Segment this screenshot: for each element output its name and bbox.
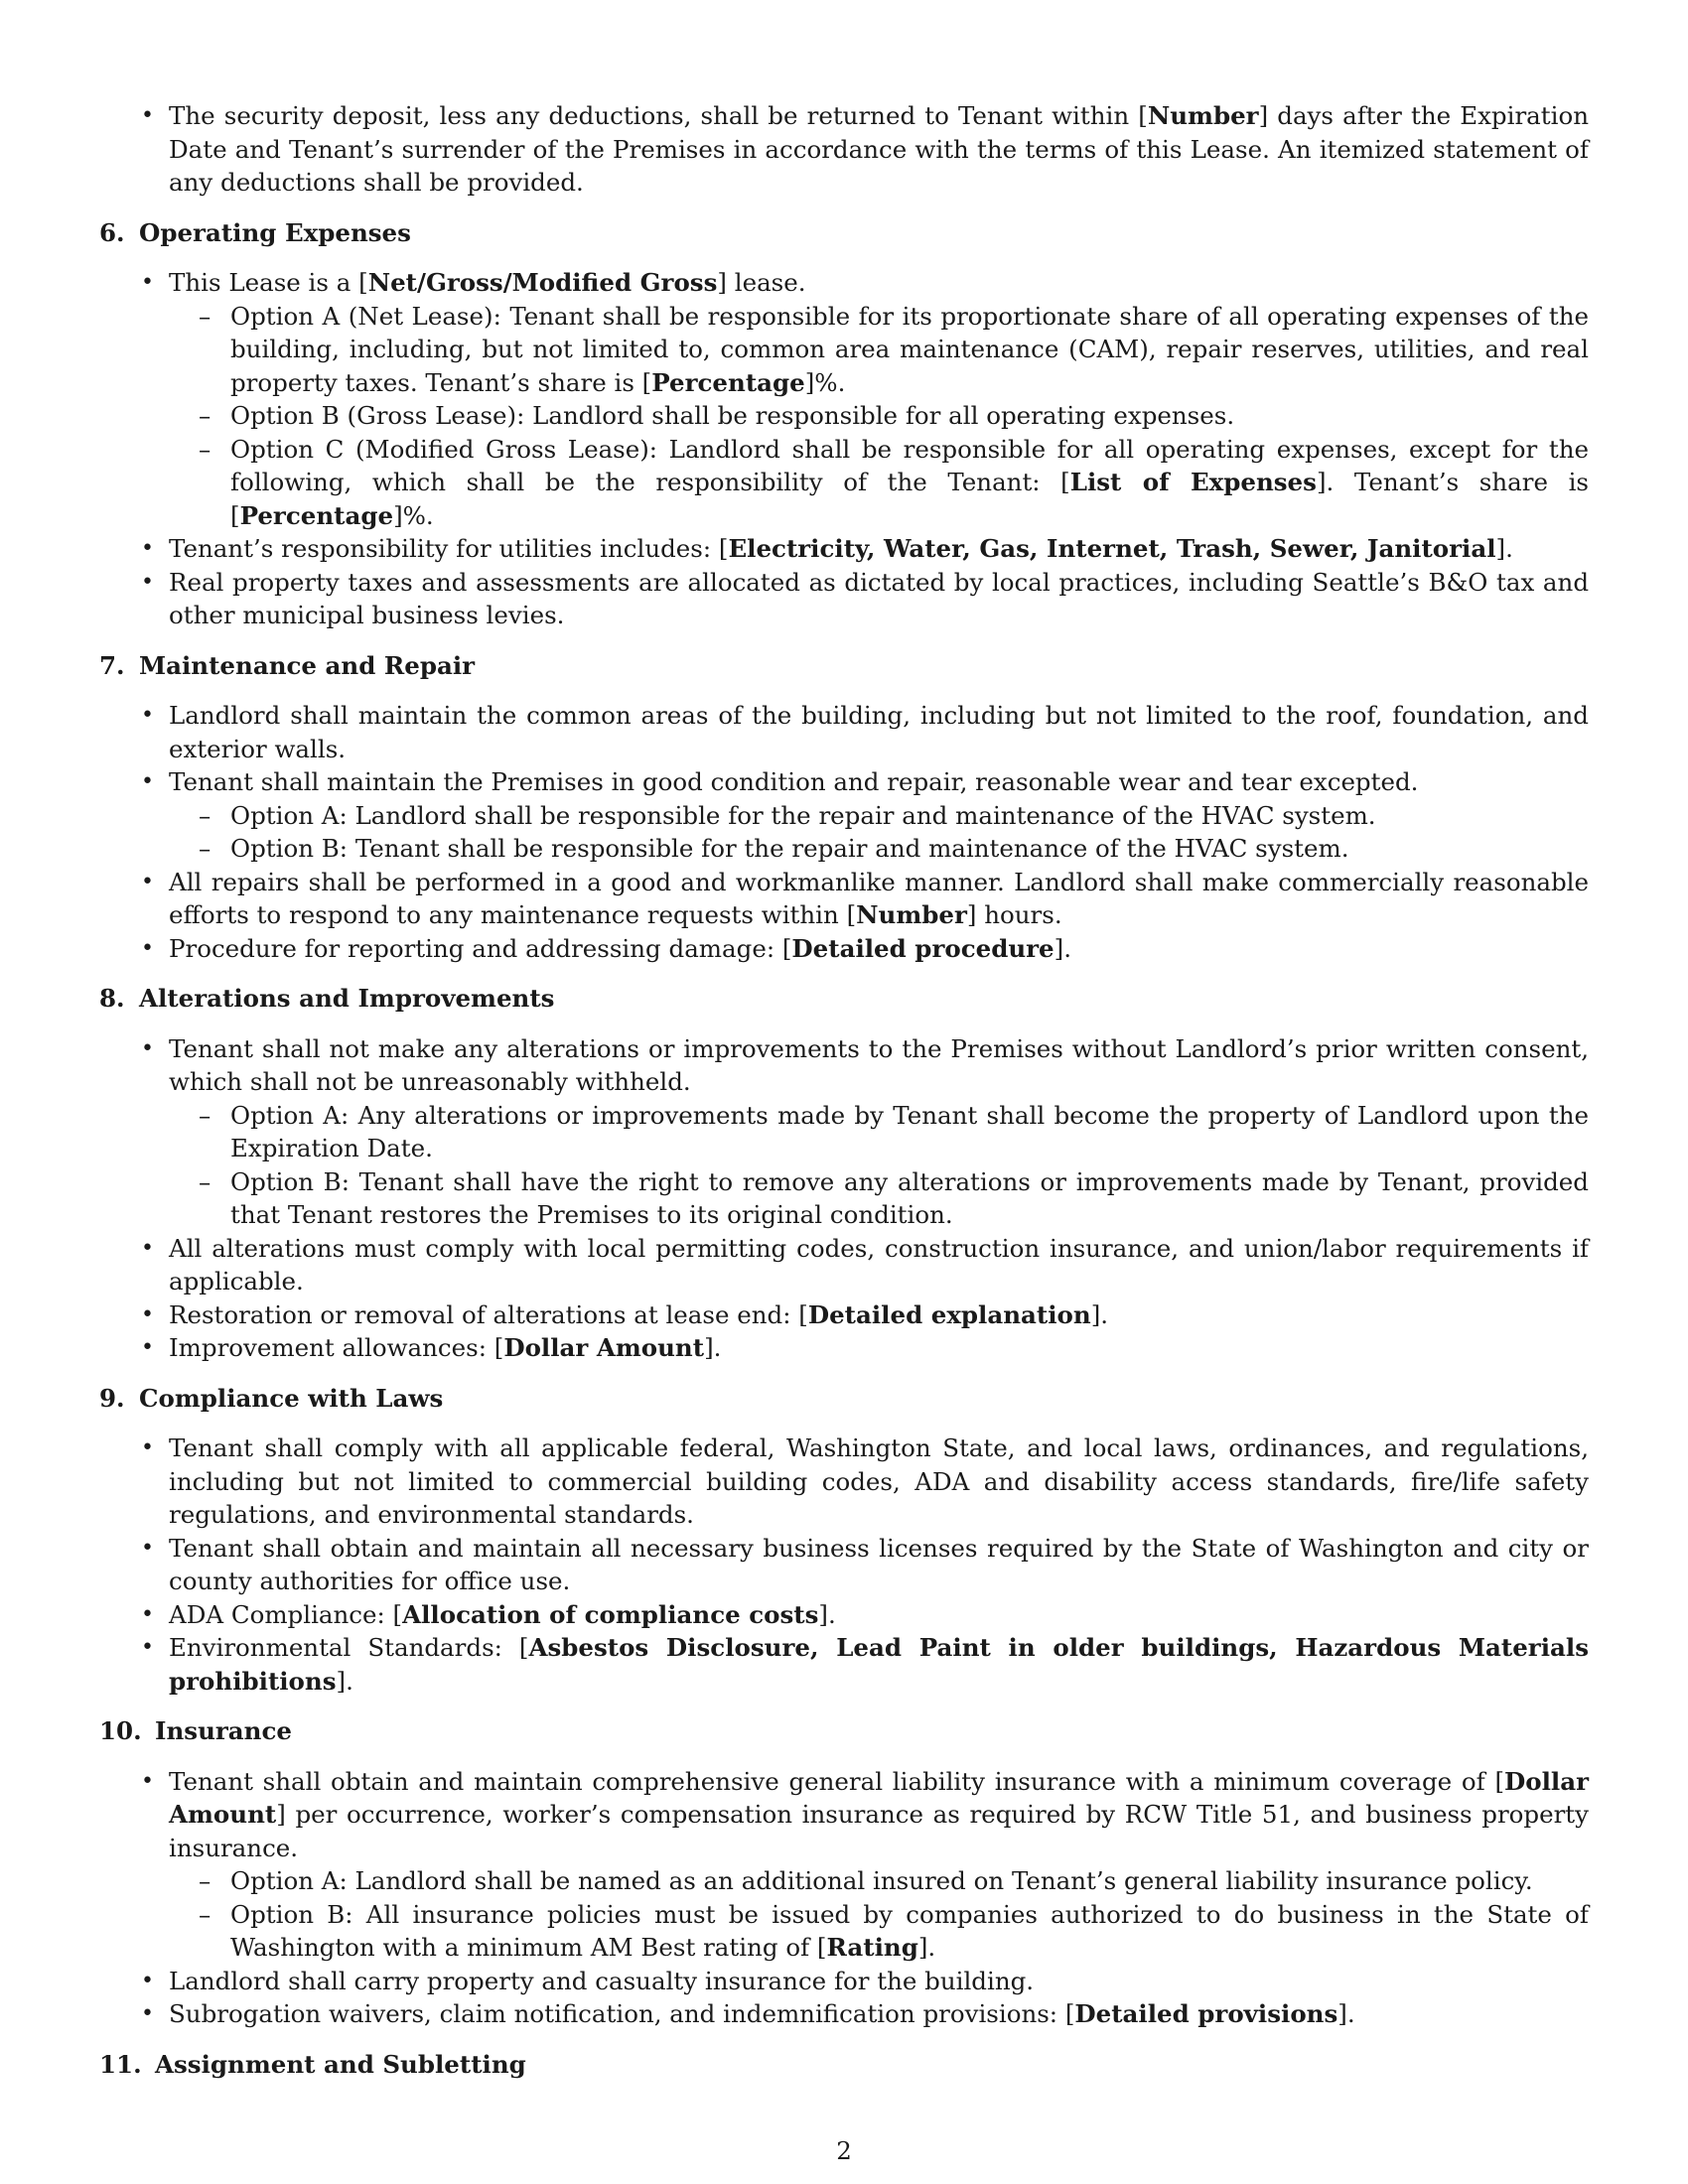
list-item: • Landlord shall maintain the common areas of the building, including but not limited to the roof, foundation, and exterior walls. — [141, 701, 1589, 763]
option-list — [169, 1864, 1589, 1965]
list-item: • Tenant shall maintain the Premises in good condition and repair, reasonable wear and tear excepted. – Option A: Landlord shall be responsible for the repair and maintenance of the HVAC system. – Option B: Tenant shall be responsible for the repair and maintenance of the HVAC system. — [99, 765, 1589, 866]
dash-mark: – — [199, 1899, 211, 1929]
list-item: • Tenant shall not make any alterations or improvements to the Premises without Landlord’s prior written consent, which shall not be unreasonably withheld. – Option A: Any alterations or improvements made by Tenant shall become the property of Landlord upon the Expiration Date. – Option B: Tenant shall have the right to remove any alterations or improvements made by Tenant, provided that Tenant restores the Premises to its original condition. — [99, 1032, 1589, 1232]
section-heading: 9. Compliance with Laws — [99, 1383, 444, 1413]
bullet-mark: • — [141, 1335, 154, 1360]
dash-mark: – — [199, 434, 211, 464]
list-item: • This Lease is a [Net/Gross/Modified Gross] lease. – Option A (Net Lease): Tenant shall be responsible for its proportionate share of all operating expenses of the building, including, but not limited to, common area maintenance (CAM), repair reserves, utilities, and real property taxes. Tenant’s share is [Percentage]%. – Option B (Gross Lease): Landlord shall be responsible for all operating expenses. – Option C (Modified Gross Lease): Landlord shall be responsible for all operating expenses, except for the following, which shall be the responsibility of the Tenant: [List of Expenses]. Tenant’s share is [Percentage]%. — [99, 266, 1589, 532]
dash-mark: – — [199, 301, 211, 331]
list-item: • All alterations must comply with local permitting codes, construction insurance, and union/labor requirements if applicable. — [141, 1233, 1589, 1296]
document-page — [99, 99, 1589, 2098]
bullet-mark: • — [141, 1235, 154, 1261]
bullet-list — [99, 1432, 1589, 1698]
bullet-mark: • — [141, 536, 154, 561]
section-maintenance-repair — [99, 649, 1589, 966]
bullet-mark: • — [141, 1301, 154, 1327]
bullet-mark: • — [141, 2001, 154, 2026]
option-item: – Option A: Any alterations or improvements made by Tenant shall become the property of Landlord upon the Expiration Date. — [199, 1100, 1589, 1162]
option-item: – Option B: Tenant shall have the right to remove any alterations or improvements made by Tenant, provided that Tenant restores the Premises to its original condition. — [199, 1166, 1589, 1229]
section-heading: 10. Insurance — [99, 1716, 292, 1745]
list-item: • All repairs shall be performed in a good and workmanlike manner. Landlord shall make commercially reasonable efforts to respond to any maintenance requests within [Number] hours. — [141, 867, 1589, 929]
bullet-mark: • — [141, 1968, 154, 1993]
bullet-mark: • — [141, 935, 154, 961]
bullet-mark: • — [141, 1535, 154, 1561]
option-list — [169, 799, 1589, 866]
bullet-mark: • — [141, 869, 154, 894]
bullet-mark: • — [141, 270, 154, 295]
list-item: • Tenant shall comply with all applicable federal, Washington State, and local laws, ordinances, and regulations, including but not limited to commercial building codes, ADA and disability access standards, fire/life safety regulations, and environmental standards. — [141, 1433, 1589, 1529]
dash-mark: – — [199, 1866, 211, 1895]
bullet-mark: • — [141, 1768, 154, 1794]
bullet-mark: • — [141, 1435, 154, 1460]
list-item: • Procedure for reporting and addressing damage: [Detailed procedure]. — [99, 932, 1589, 966]
bullet-mark: • — [141, 103, 154, 128]
option-list — [169, 300, 1589, 533]
option-item: – Option B: All insurance policies must be issued by companies authorized to do business in the State of Washington with a minimum AM Best rating of [Rating]. — [199, 1899, 1589, 1962]
section-operating-expenses — [99, 216, 1589, 632]
dash-mark: – — [199, 1166, 211, 1196]
section-alterations-improvements — [99, 982, 1589, 1365]
bullet-mark: • — [141, 769, 154, 794]
section-heading: 7. Maintenance and Repair — [99, 650, 476, 680]
dash-mark: – — [199, 1100, 211, 1130]
option-item: – Option B: Tenant shall be responsible for the repair and maintenance of the HVAC system. — [169, 832, 1589, 866]
bullet-mark: • — [141, 569, 154, 595]
bullet-list — [99, 266, 1589, 632]
list-item: • Improvement allowances: [Dollar Amount]. — [99, 1331, 1589, 1365]
list-item: • Environmental Standards: [Asbestos Disclosure, Lead Paint in older buildings, Hazardous Materials prohibitions]. — [141, 1633, 1589, 1696]
list-item: • Tenant shall obtain and maintain comprehensive general liability insurance with a minimum coverage of [Dollar Amount] per occurrence, worker’s compensation insurance as required by RCW Title 51, and business property insurance. – Option A: Landlord shall be named as an additional insured on Tenant’s general liability insurance policy. – Option B: All insurance policies must be issued by companies authorized to do business in the State of Washington with a minimum AM Best rating of [Rating]. — [99, 1765, 1589, 1965]
list-item: • Real property taxes and assessments are allocated as dictated by local practices, including Seattle’s B&O tax and other municipal business levies. — [141, 567, 1589, 629]
bullet-list — [99, 1032, 1589, 1365]
bullet-mark: • — [141, 1635, 154, 1660]
dash-mark: – — [199, 401, 211, 430]
option-item: – Option A (Net Lease): Tenant shall be responsible for its proportionate share of all operating expenses of the building, including, but not limited to, common area maintenance (CAM), repair reserves, utilities, and real property taxes. Tenant’s share is [Percentage]%. — [199, 301, 1589, 397]
option-item: – Option A: Landlord shall be responsible for the repair and maintenance of the HVAC system. — [169, 799, 1589, 833]
page-number: 2 — [836, 2136, 852, 2165]
bullet-mark: • — [141, 1035, 154, 1061]
dash-mark: – — [199, 834, 211, 863]
section-assignment-subletting — [99, 2048, 1589, 2082]
section-heading: 6. Operating Expenses — [99, 217, 411, 247]
section-heading: 8. Alterations and Improvements — [99, 984, 555, 1013]
bullet-list — [99, 1765, 1589, 2031]
bullet-mark: • — [141, 1601, 154, 1627]
bullet-list — [99, 699, 1589, 965]
section-insurance — [99, 1714, 1589, 2031]
list-item: • The security deposit, less any deductions, shall be returned to Tenant within [Number] days after the Expiration Date and Tenant’s surrender of the Premises in accordance with the terms of this Lease. An itemized statement of any deductions shall be provided. — [141, 101, 1589, 197]
dash-mark: – — [199, 800, 211, 830]
intro-list — [99, 99, 1589, 200]
option-item: – Option B (Gross Lease): Landlord shall be responsible for all operating expenses. — [169, 399, 1589, 433]
list-item: • Restoration or removal of alterations at lease end: [Detailed explanation]. — [99, 1298, 1589, 1332]
list-item: • Subrogation waivers, claim notification, and indemnification provisions: [Detailed provisions]. — [99, 1997, 1589, 2031]
list-item: • ADA Compliance: [Allocation of compliance costs]. — [99, 1598, 1589, 1632]
bullet-mark: • — [141, 703, 154, 728]
list-item: • Tenant shall obtain and maintain all necessary business licenses required by the State of Washington and city or county authorities for office use. — [141, 1533, 1589, 1595]
section-heading: 11. Assignment and Subletting — [99, 2049, 526, 2079]
list-item: • Landlord shall carry property and casualty insurance for the building. — [99, 1965, 1589, 1998]
option-list — [169, 1099, 1589, 1232]
option-item: – Option A: Landlord shall be named as an additional insured on Tenant’s general liability insurance policy. — [169, 1864, 1589, 1898]
list-item: • Tenant’s responsibility for utilities includes: [Electricity, Water, Gas, Internet, Trash, Sewer, Janitorial]. — [99, 532, 1589, 566]
option-item: – Option C (Modified Gross Lease): Landlord shall be responsible for all operating expenses, except for the following, which shall be the responsibility of the Tenant: [List of Expenses]. Tenant’s share is [Percentage]%. — [199, 434, 1589, 530]
section-compliance-with-laws — [99, 1382, 1589, 1699]
